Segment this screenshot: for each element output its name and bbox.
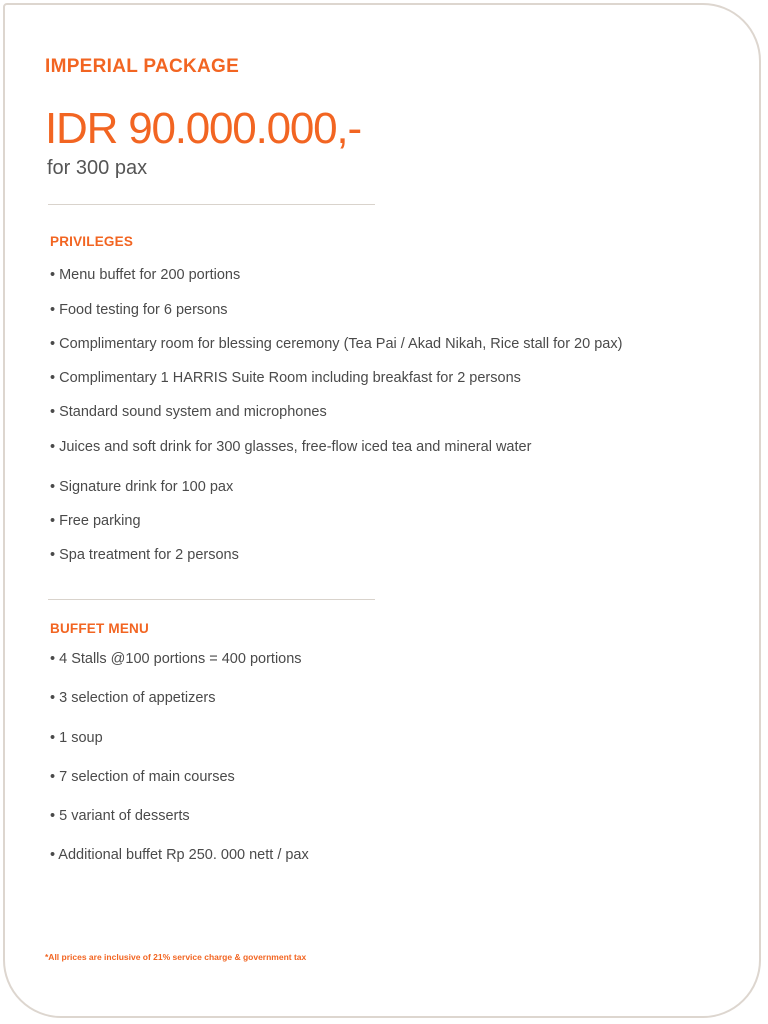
buffet-menu-heading: BUFFET MENU (50, 621, 149, 636)
privilege-item: • Free parking (50, 513, 141, 529)
privilege-item: • Complimentary 1 HARRIS Suite Room including breakfast for 2 persons (50, 370, 521, 386)
package-price: IDR 90.000.000,- (45, 104, 361, 153)
privilege-item: • Complimentary room for blessing ceremony (Tea Pai / Akad Nikah, Rice stall for 20 pax) (50, 336, 623, 352)
package-title: IMPERIAL PACKAGE (45, 56, 240, 77)
privilege-item: • Spa treatment for 2 persons (50, 547, 239, 563)
privilege-item: • Menu buffet for 200 portions (50, 267, 241, 283)
package-pax: for 300 pax (47, 157, 148, 179)
buffet-menu-item: • Additional buffet Rp 250. 000 nett / pax (50, 847, 309, 863)
buffet-menu-item: • 3 selection of appetizers (50, 690, 216, 706)
privileges-heading: PRIVILEGES (50, 234, 134, 249)
privilege-item: • Juices and soft drink for 300 glasses, free-flow iced tea and mineral water (50, 439, 532, 455)
buffet-menu-item: • 7 selection of main courses (50, 769, 235, 785)
privilege-item: • Standard sound system and microphones (50, 404, 327, 420)
price-footnote: *All prices are inclusive of 21% service charge & government tax (45, 952, 307, 962)
privilege-item: • Food testing for 6 persons (50, 302, 228, 318)
privilege-item: • Signature drink for 100 pax (50, 479, 234, 495)
divider-top (48, 204, 375, 205)
buffet-menu-item: • 5 variant of desserts (50, 808, 190, 824)
buffet-menu-item: • 4 Stalls @100 portions = 400 portions (50, 651, 302, 667)
buffet-menu-item: • 1 soup (50, 730, 103, 746)
divider-middle (48, 599, 375, 600)
